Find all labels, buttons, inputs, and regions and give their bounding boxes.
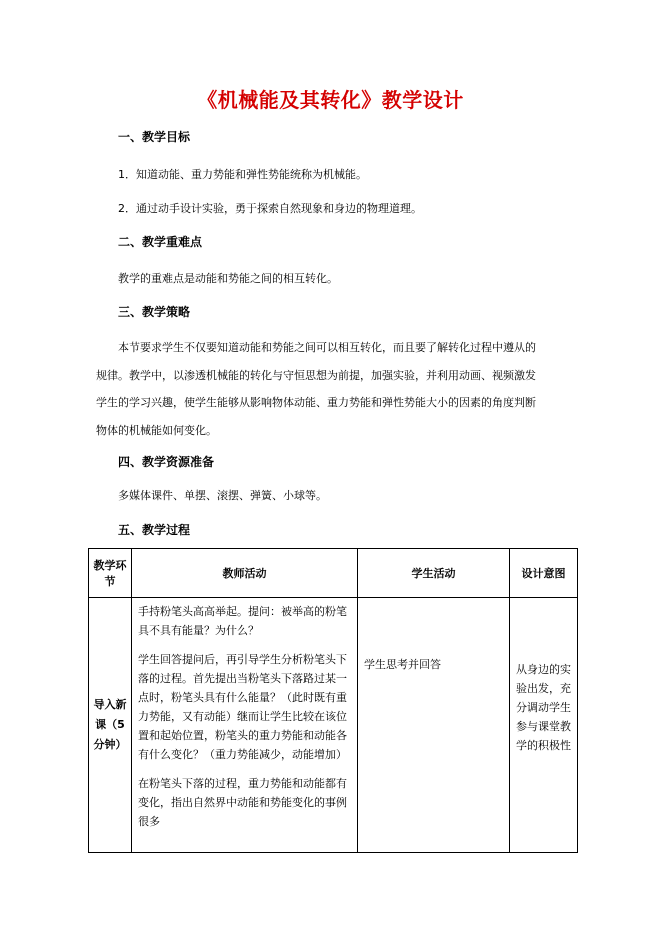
teaching-process-table: [88, 548, 578, 853]
strategy-paragraph: [96, 334, 564, 444]
header-design: 设计意图: [510, 549, 578, 598]
stage-cell: 导入新课（5分钟）: [89, 598, 132, 853]
header-teacher: 教师活动: [132, 549, 358, 598]
document-title: 《机械能及其转化》教学设计: [197, 88, 464, 112]
strategy-line: 物体的机械能如何变化。: [96, 423, 217, 437]
teacher-activity-paragraph: 手持粉笔头高高举起。提问：被举高的粉笔具不具有能量？为什么？: [138, 605, 347, 637]
key-points-text: 教学的重难点是动能和势能之间的相互转化。: [118, 272, 338, 285]
strategy-line: 学生的学习兴趣，使学生能够从影响物体动能、重力势能和弹性势能大小的因素的角度判断: [96, 396, 536, 409]
objective-item-2: 2．通过动手设计实验，勇于探索自然现象和身边的物理道理。: [118, 202, 422, 215]
section-heading-resources: 四、教学资源准备: [118, 455, 215, 469]
table-header-row: [89, 549, 578, 598]
teacher-activity-paragraph: 在粉笔头下落的过程，重力势能和动能都有变化，指出自然界中动能和势能变化的事例很多: [138, 777, 347, 828]
student-activity-cell: 学生思考并回答: [358, 598, 510, 853]
section-heading-key-points: 二、教学重难点: [118, 235, 203, 249]
section-heading-process: 五、教学过程: [118, 523, 191, 537]
strategy-line: 规律。教学中，以渗透机械能的转化与守恒思想为前提，加强实验，并利用动画、视频激发: [96, 368, 536, 382]
header-stage: 教学环节: [89, 549, 132, 598]
table-row: [89, 598, 578, 853]
resources-text: 多媒体课件、单摆、滚摆、弹簧、小球等。: [118, 489, 327, 502]
section-heading-objectives: 一、教学目标: [118, 130, 191, 144]
header-student: 学生活动: [358, 549, 510, 598]
design-intent-cell: 从身边的实验出发，充分调动学生参与课堂教学的积极性: [510, 598, 578, 853]
objective-item-1: 1．知道动能、重力势能和弹性势能统称为机械能。: [118, 168, 367, 181]
teacher-activity-cell: [132, 598, 358, 853]
strategy-line: 本节要求学生不仅要知道动能和势能之间可以相互转化，而且要了解转化过程中遵从的: [118, 341, 536, 354]
section-heading-strategy: 三、教学策略: [118, 305, 191, 319]
teacher-activity-paragraph: 学生回答提问后，再引导学生分析粉笔头下落的过程。首先提出当粉笔头下落路过某一点时，粉笔头具有什么能量？（此时既有重力势能，又有动能）继而让学生比较在该位置和起始位置，粉笔头的重力势能和动能各有什么变化？（重力势能减少，动能增加）: [138, 653, 347, 761]
